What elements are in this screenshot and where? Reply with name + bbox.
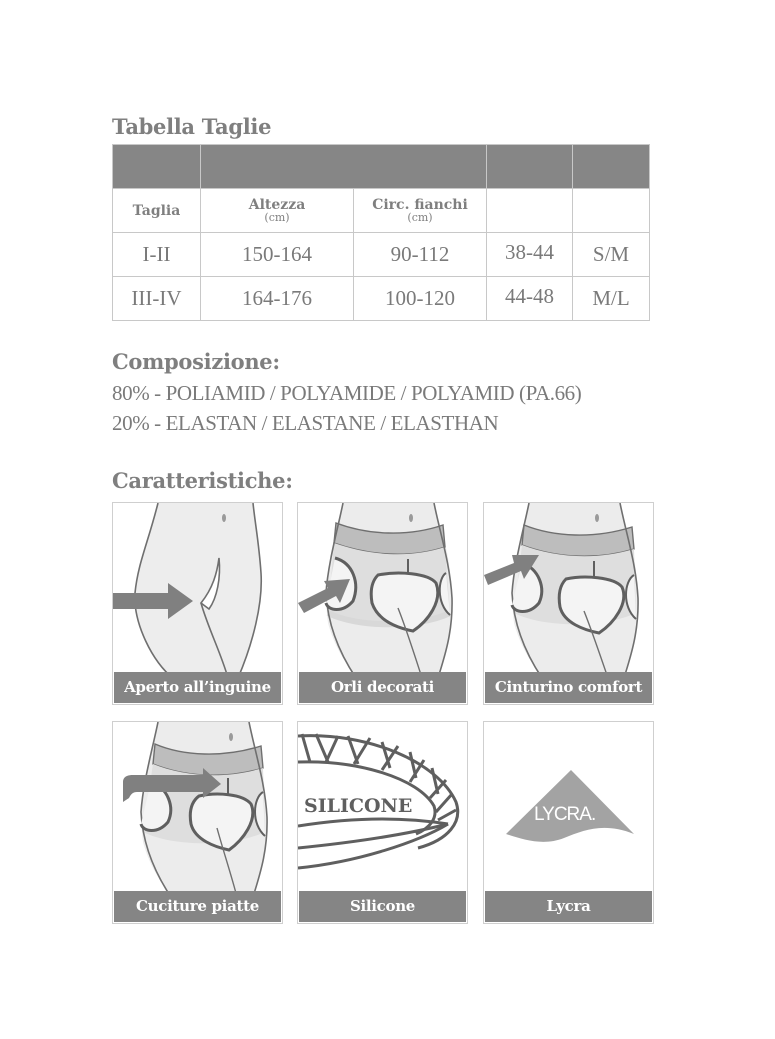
band-cell	[487, 145, 573, 189]
cell-size: III-IV	[113, 277, 201, 321]
feature-tile-comfort-waistband	[483, 502, 654, 705]
band-cell-merged	[201, 145, 487, 189]
header-height: Altezza (cm)	[201, 189, 354, 233]
cell-height: 164-176	[201, 277, 354, 321]
header-eu	[487, 189, 573, 233]
cell-hips: 90-112	[354, 233, 487, 277]
feature-tile-flat-seams	[112, 721, 283, 924]
feature-label: Cinturino comfort	[485, 672, 652, 703]
feature-label: Orli decorati	[299, 672, 466, 703]
size-table	[112, 144, 650, 321]
cell-intl: M/L	[573, 277, 650, 321]
table-row	[113, 233, 650, 277]
feature-tile-open-crotch	[112, 502, 283, 705]
header-size: Taglia	[113, 189, 201, 233]
table-header-row	[113, 189, 650, 233]
cell-height: 150-164	[201, 233, 354, 277]
feature-tile-silicone	[297, 721, 468, 924]
table-row	[113, 277, 650, 321]
cell-size: I-II	[113, 233, 201, 277]
feature-label: Lycra	[485, 891, 652, 922]
cell-intl: S/M	[573, 233, 650, 277]
features-title: Caratteristiche:	[112, 468, 293, 493]
band-cell	[113, 145, 201, 189]
feature-label: Silicone	[299, 891, 466, 922]
feature-tile-lycra	[483, 721, 654, 924]
header-hips: Circ. fianchi (cm)	[354, 189, 487, 233]
feature-label: Aperto all’inguine	[114, 672, 281, 703]
table-band-row	[113, 145, 650, 189]
silicone-art-text: SILICONE	[304, 795, 413, 817]
size-table-title: Tabella Taglie	[112, 114, 272, 139]
header-intl	[573, 189, 650, 233]
composition-line: 80% - POLIAMID / POLYAMIDE / POLYAMID (PA.66)	[112, 381, 582, 405]
cell-eu: 38-44	[487, 233, 573, 277]
cell-hips: 100-120	[354, 277, 487, 321]
composition-title: Composizione:	[112, 349, 280, 374]
cell-eu: 44-48	[487, 277, 573, 321]
composition-line: 20% - ELASTAN / ELASTANE / ELASTHAN	[112, 411, 499, 435]
band-cell	[573, 145, 650, 189]
feature-tile-decorated-hems	[297, 502, 468, 705]
feature-label: Cuciture piatte	[114, 891, 281, 922]
lycra-art-text: LYCRA.	[534, 804, 596, 825]
